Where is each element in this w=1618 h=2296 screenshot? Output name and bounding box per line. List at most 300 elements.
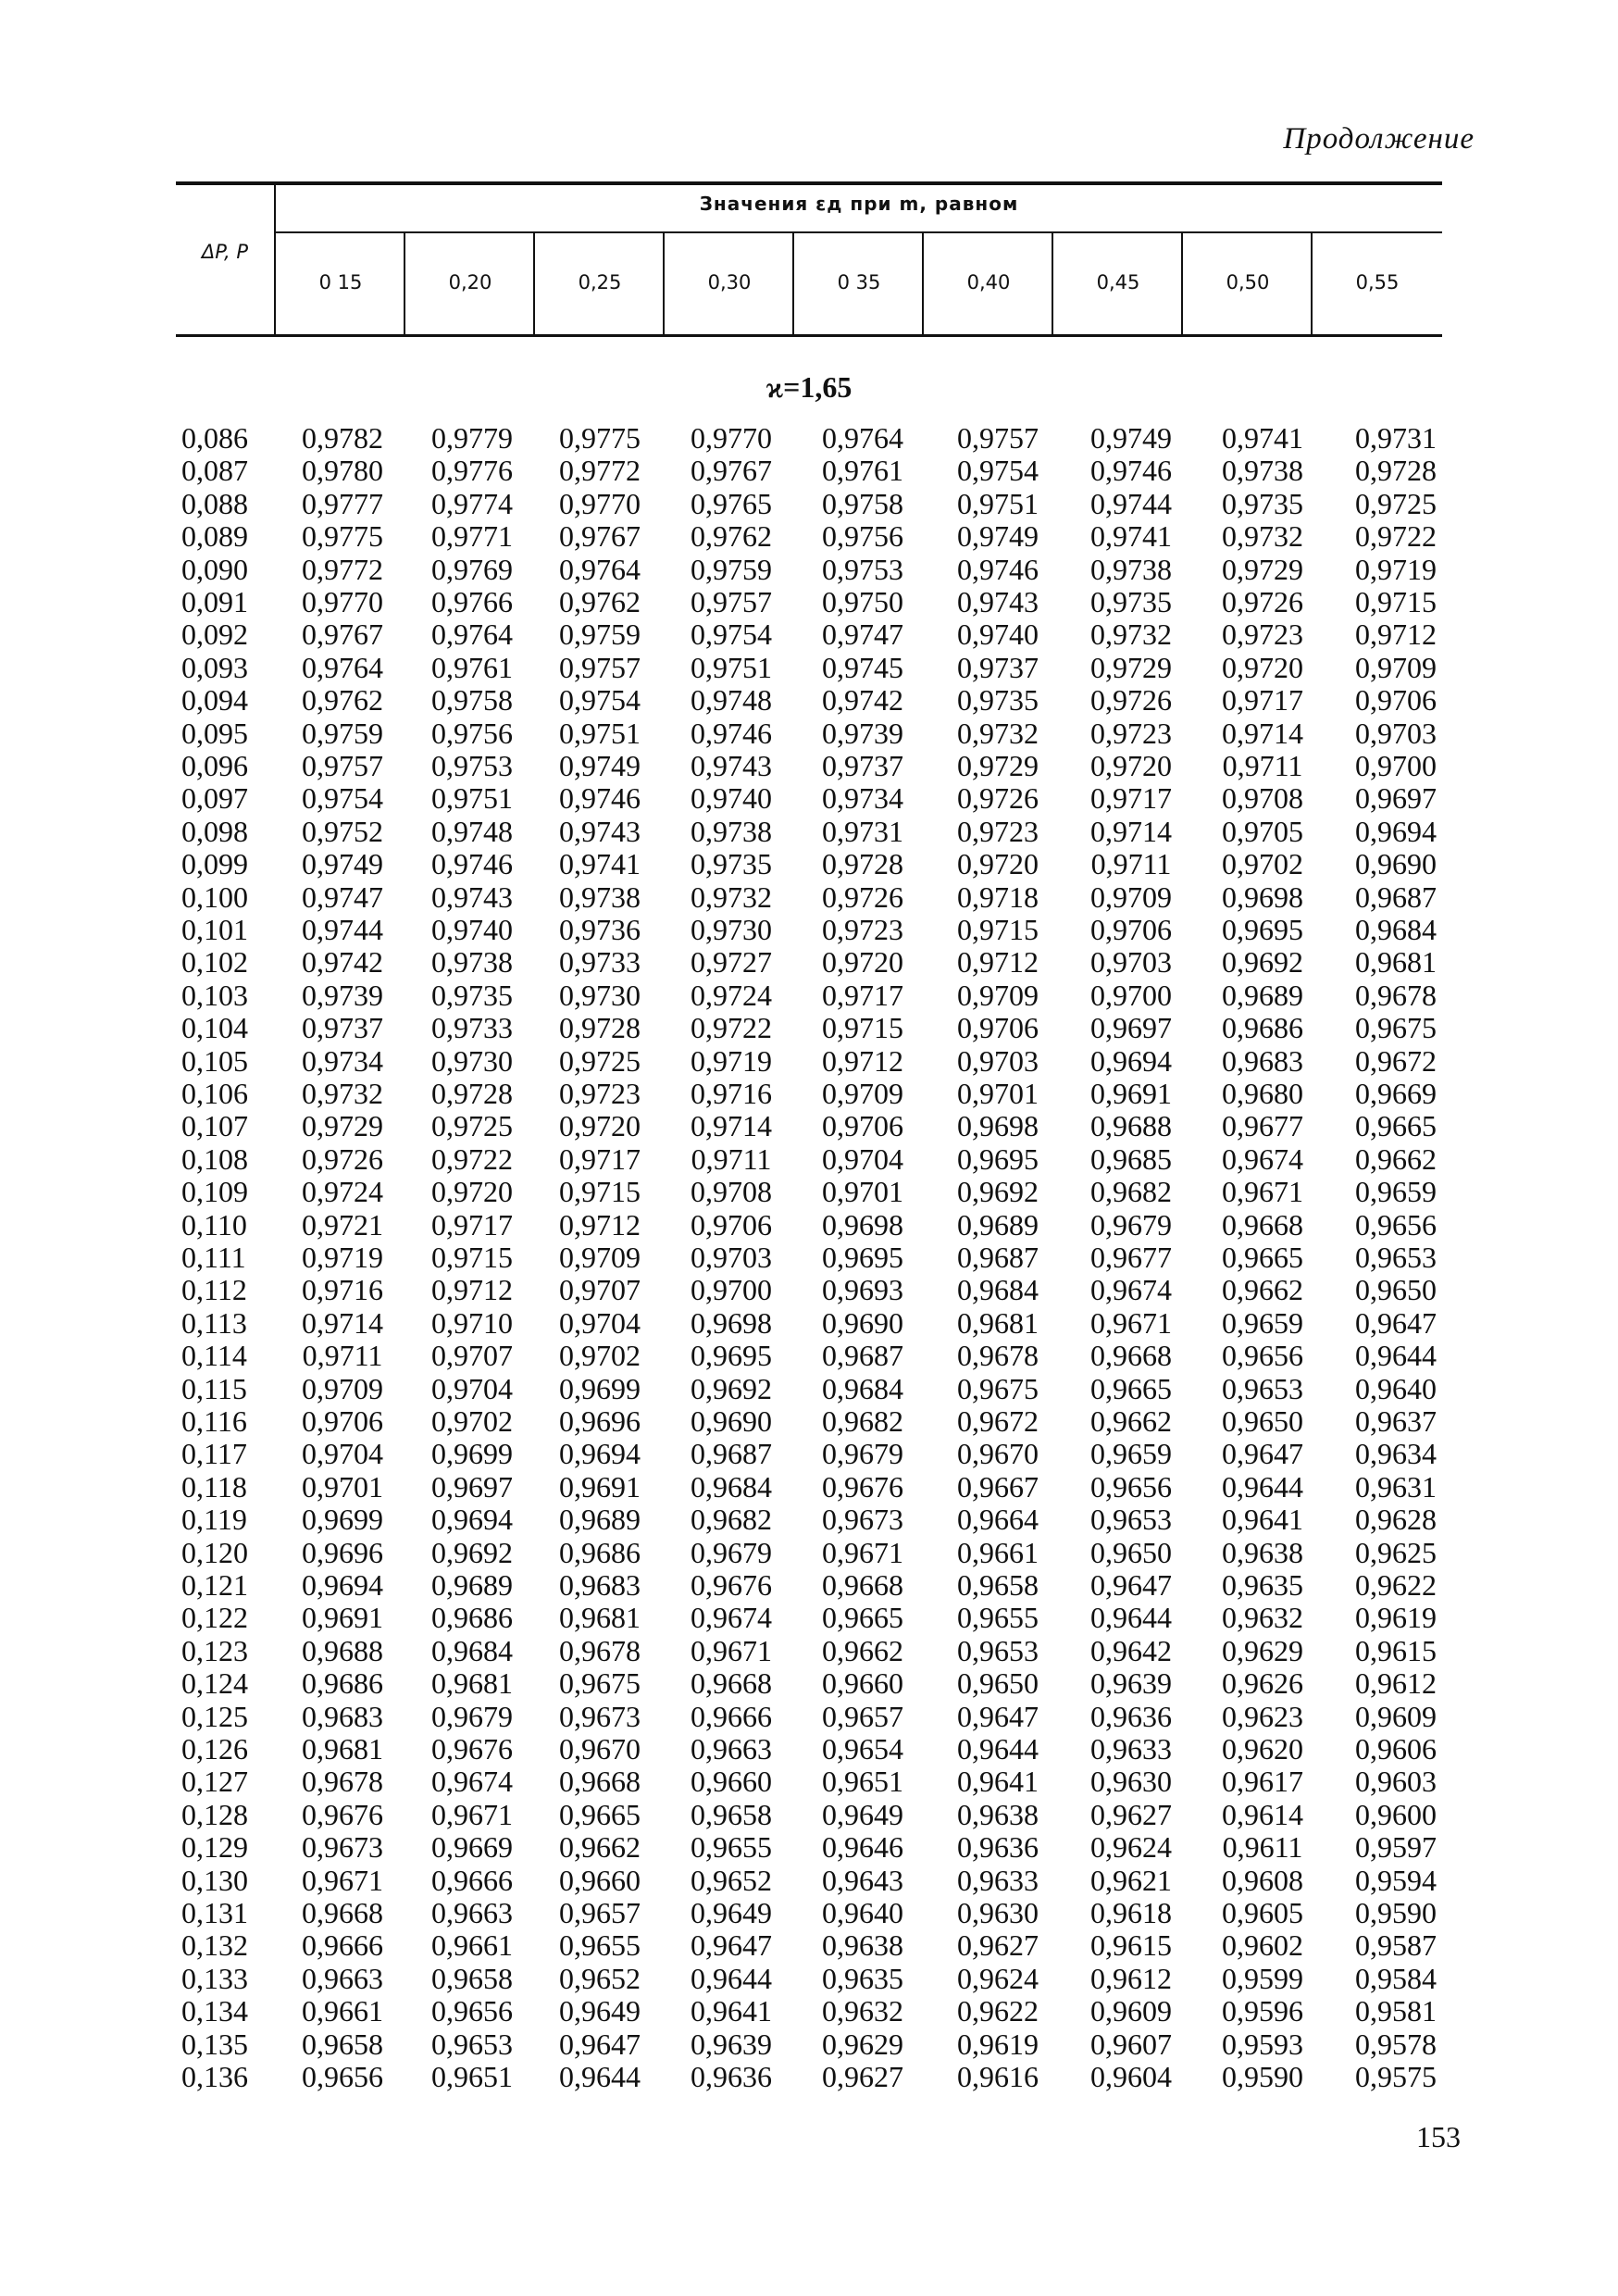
table-cell: 0,9646: [822, 1830, 903, 1865]
table-cell: 0,9608: [1222, 1863, 1303, 1897]
table-cell: 0,9687: [822, 1339, 903, 1373]
table-cell: 0,9650: [1090, 1535, 1172, 1569]
table-cell: 0,9687: [691, 1437, 772, 1471]
table-cell: 0,9699: [559, 1371, 641, 1405]
table-cell: 0,9767: [559, 519, 641, 554]
table-cell: 0,9706: [691, 1207, 772, 1242]
table-cell: 0,9688: [302, 1633, 383, 1667]
row-argument: 0,122: [181, 1601, 248, 1635]
table-cell: 0,9776: [431, 454, 513, 488]
table-cell: 0,9693: [822, 1273, 903, 1307]
table-cell: 0,9728: [1355, 454, 1437, 488]
table-cell: 0,9696: [302, 1535, 383, 1569]
table-cell: 0,9739: [822, 716, 903, 750]
table-cell: 0,9728: [822, 847, 903, 881]
table-cell: 0,9590: [1355, 1896, 1437, 1929]
table-cell: 0,9596: [1222, 1994, 1303, 2028]
table-cell: 0,9686: [302, 1666, 383, 1701]
table-cell: 0,9689: [1222, 978, 1303, 1012]
table-cell: 0,9684: [1355, 913, 1437, 946]
table-cell: 0,9734: [302, 1043, 383, 1078]
table-cell: 0,9663: [431, 1896, 513, 1929]
table-cell: 0,9684: [691, 1469, 772, 1504]
table-cell: 0,9743: [691, 749, 772, 782]
table-cell: 0,9614: [1222, 1797, 1303, 1831]
table-cell: 0,9738: [1222, 454, 1303, 488]
table-cell: 0,9712: [431, 1273, 513, 1307]
table-cell: 0,9600: [1355, 1797, 1437, 1831]
table-cell: 0,9668: [302, 1896, 383, 1929]
table-cell: 0,9761: [431, 650, 513, 684]
table-row: [0, 1929, 1618, 1962]
table-row: [0, 1176, 1618, 1208]
column-header: 0,55: [1355, 271, 1400, 293]
table-cell: 0,9749: [957, 519, 1039, 554]
table-cell: 0,9609: [1090, 1994, 1172, 2028]
table-row: [0, 816, 1618, 848]
table-cell: 0,9730: [431, 1043, 513, 1078]
table-cell: 0,9659: [1222, 1305, 1303, 1340]
row-argument: 0,087: [181, 454, 248, 488]
table-cell: 0,9682: [822, 1404, 903, 1438]
table-cell: 0,9735: [691, 847, 772, 881]
table-cell: 0,9660: [822, 1666, 903, 1701]
table-cell: 0,9720: [822, 945, 903, 980]
table-cell: 0,9758: [431, 683, 513, 718]
table-cell: 0,9685: [1090, 1142, 1172, 1176]
table-cell: 0,9671: [691, 1633, 772, 1667]
table-cell: 0,9575: [1355, 2060, 1437, 2093]
table-cell: 0,9674: [691, 1601, 772, 1635]
table-cell: 0,9690: [691, 1404, 772, 1438]
table-row: [0, 1865, 1618, 1897]
table-cell: 0,9743: [957, 585, 1039, 618]
table-cell: 0,9736: [559, 913, 641, 946]
table-cell: 0,9681: [559, 1601, 641, 1635]
table-cell: 0,9697: [431, 1469, 513, 1504]
table-cell: 0,9706: [302, 1404, 383, 1438]
table-cell: 0,9717: [1090, 781, 1172, 816]
table-cell: 0,9724: [302, 1175, 383, 1209]
table-cell: 0,9722: [431, 1142, 513, 1176]
row-argument: 0,129: [181, 1830, 248, 1865]
row-argument: 0,089: [181, 519, 248, 554]
row-argument: 0,135: [181, 2027, 248, 2061]
table-cell: 0,9650: [957, 1666, 1039, 1701]
table-cell: 0,9691: [302, 1601, 383, 1635]
table-cell: 0,9607: [1090, 2027, 1172, 2061]
row-argument: 0,121: [181, 1568, 248, 1602]
row-argument: 0,103: [181, 978, 248, 1012]
table-cell: 0,9691: [559, 1469, 641, 1504]
table-cell: 0,9653: [957, 1633, 1039, 1667]
table-cell: 0,9739: [302, 978, 383, 1012]
table-cell: 0,9665: [559, 1797, 641, 1831]
row-argument: 0,098: [181, 814, 248, 848]
table-cell: 0,9717: [1222, 683, 1303, 718]
table-row: [0, 1012, 1618, 1044]
row-argument: 0,107: [181, 1109, 248, 1143]
table-cell: 0,9712: [957, 945, 1039, 980]
table-cell: 0,9762: [691, 519, 772, 554]
table-cell: 0,9644: [957, 1732, 1039, 1766]
row-argument: 0,091: [181, 585, 248, 618]
table-cell: 0,9669: [1355, 1077, 1437, 1110]
table-cell: 0,9652: [691, 1863, 772, 1897]
row-argument: 0,101: [181, 913, 248, 946]
table-row: [0, 618, 1618, 651]
table-cell: 0,9749: [559, 749, 641, 782]
row-argument: 0,108: [181, 1142, 248, 1176]
table-cell: 0,9771: [431, 519, 513, 554]
table-cell: 0,9751: [431, 781, 513, 816]
table-cell: 0,9647: [1355, 1305, 1437, 1340]
table-cell: 0,9746: [431, 847, 513, 881]
table-cell: 0,9695: [822, 1241, 903, 1274]
table-cell: 0,9628: [1355, 1503, 1437, 1537]
table-cell: 0,9656: [302, 2060, 383, 2093]
column-header: 0,40: [966, 271, 1011, 293]
table-cell: 0,9675: [559, 1666, 641, 1701]
table-cell: 0,9751: [691, 650, 772, 684]
table-cell: 0,9669: [431, 1830, 513, 1865]
table-cell: 0,9644: [1355, 1339, 1437, 1373]
table-cell: 0,9635: [1222, 1568, 1303, 1602]
column-divider: [1052, 233, 1053, 334]
section-title: ϰ=1,65: [765, 370, 853, 404]
table-cell: 0,9714: [302, 1305, 383, 1340]
table-cell: 0,9695: [691, 1339, 772, 1373]
table-cell: 0,9715: [431, 1241, 513, 1274]
table-row: [0, 718, 1618, 750]
table-cell: 0,9634: [1355, 1437, 1437, 1471]
table-cell: 0,9692: [1222, 945, 1303, 980]
column-divider: [404, 233, 405, 334]
column-header: 0,20: [448, 271, 492, 293]
table-cell: 0,9702: [431, 1404, 513, 1438]
table-cell: 0,9659: [1355, 1175, 1437, 1209]
table-cell: 0,9640: [1355, 1371, 1437, 1405]
table-cell: 0,9647: [559, 2027, 641, 2061]
table-cell: 0,9709: [957, 978, 1039, 1012]
table-cell: 0,9671: [431, 1797, 513, 1831]
row-argument: 0,109: [181, 1175, 248, 1209]
table-row: [0, 914, 1618, 946]
table-cell: 0,9725: [1355, 486, 1437, 520]
table-cell: 0,9767: [691, 454, 772, 488]
table-cell: 0,9636: [957, 1830, 1039, 1865]
table-cell: 0,9715: [559, 1175, 641, 1209]
table-cell: 0,9738: [431, 945, 513, 980]
table-cell: 0,9683: [1222, 1043, 1303, 1078]
table-cell: 0,9676: [691, 1568, 772, 1602]
column-header: 0,50: [1226, 271, 1270, 293]
table-cell: 0,9692: [431, 1535, 513, 1569]
table-cell: 0,9622: [1355, 1568, 1437, 1602]
table-cell: 0,9743: [559, 814, 641, 848]
table-cell: 0,9720: [559, 1109, 641, 1143]
table-cell: 0,9644: [691, 1961, 772, 1995]
table-cell: 0,9623: [1222, 1699, 1303, 1733]
table-cell: 0,9647: [957, 1699, 1039, 1733]
row-argument: 0,088: [181, 486, 248, 520]
table-row: [0, 455, 1618, 487]
row-argument: 0,110: [181, 1207, 247, 1242]
table-cell: 0,9683: [559, 1568, 641, 1602]
row-argument: 0,134: [181, 1994, 248, 2028]
table-row: [0, 652, 1618, 684]
table-cell: 0,9671: [302, 1863, 383, 1897]
table-cell: 0,9709: [1355, 650, 1437, 684]
table-cell: 0,9615: [1090, 1928, 1172, 1963]
table-cell: 0,9703: [691, 1241, 772, 1274]
table-cell: 0,9765: [691, 486, 772, 520]
column-divider: [1311, 233, 1313, 334]
column-header: 0 15: [318, 271, 363, 293]
group-header-rule: [276, 231, 1442, 233]
table-cell: 0,9679: [691, 1535, 772, 1569]
table-cell: 0,9737: [302, 1011, 383, 1045]
table-cell: 0,9722: [691, 1011, 772, 1045]
table-cell: 0,9667: [957, 1469, 1039, 1504]
table-cell: 0,9726: [957, 781, 1039, 816]
table-cell: 0,9775: [559, 421, 641, 455]
table-cell: 0,9681: [957, 1305, 1039, 1340]
table-cell: 0,9655: [691, 1830, 772, 1865]
table-cell: 0,9668: [691, 1666, 772, 1701]
table-cell: 0,9737: [822, 749, 903, 782]
table-cell: 0,9720: [957, 847, 1039, 881]
table-cell: 0,9630: [1090, 1765, 1172, 1799]
table-cell: 0,9720: [431, 1175, 513, 1209]
table-cell: 0,9665: [1355, 1109, 1437, 1143]
table-row: [0, 1635, 1618, 1667]
table-row: [0, 684, 1618, 717]
table-cell: 0,9662: [822, 1633, 903, 1667]
row-argument: 0,099: [181, 847, 248, 881]
table-cell: 0,9772: [302, 552, 383, 586]
table-cell: 0,9747: [302, 880, 383, 914]
row-argument: 0,115: [181, 1371, 247, 1405]
table-cell: 0,9744: [302, 913, 383, 946]
table-row: [0, 1340, 1618, 1372]
table-row: [0, 750, 1618, 782]
table-cell: 0,9723: [1222, 618, 1303, 652]
table-cell: 0,9731: [822, 814, 903, 848]
table-cell: 0,9677: [1090, 1241, 1172, 1274]
table-cell: 0,9717: [431, 1207, 513, 1242]
table-cell: 0,9686: [431, 1601, 513, 1635]
table-cell: 0,9706: [822, 1109, 903, 1143]
table-cell: 0,9728: [431, 1077, 513, 1110]
row-argument: 0,086: [181, 421, 248, 455]
table-cell: 0,9757: [957, 421, 1039, 455]
table-cell: 0,9757: [691, 585, 772, 618]
table-cell: 0,9699: [302, 1503, 383, 1537]
table-cell: 0,9663: [302, 1961, 383, 1995]
table-cell: 0,9726: [822, 880, 903, 914]
table-cell: 0,9715: [1355, 585, 1437, 618]
table-cell: 0,9662: [559, 1830, 641, 1865]
table-cell: 0,9654: [822, 1732, 903, 1766]
table-cell: 0,9741: [1222, 421, 1303, 455]
table-cell: 0,9668: [559, 1765, 641, 1799]
row-argument: 0,132: [181, 1928, 248, 1963]
table-cell: 0,9702: [559, 1339, 641, 1373]
table-cell: 0,9659: [1090, 1437, 1172, 1471]
row-argument: 0,126: [181, 1732, 248, 1766]
table-cell: 0,9684: [957, 1273, 1039, 1307]
table-cell: 0,9681: [431, 1666, 513, 1701]
table-cell: 0,9772: [559, 454, 641, 488]
table-cell: 0,9633: [1090, 1732, 1172, 1766]
table-cell: 0,9758: [822, 486, 903, 520]
table-cell: 0,9694: [1090, 1043, 1172, 1078]
table-cell: 0,9619: [1355, 1601, 1437, 1635]
table-cell: 0,9683: [302, 1699, 383, 1733]
table-cell: 0,9722: [1355, 519, 1437, 554]
table-cell: 0,9622: [957, 1994, 1039, 2028]
table-cell: 0,9679: [1090, 1207, 1172, 1242]
table-row: [0, 782, 1618, 815]
table-cell: 0,9615: [1355, 1633, 1437, 1667]
table-cell: 0,9711: [1222, 749, 1303, 782]
table-row: [0, 1242, 1618, 1274]
table-row: [0, 1537, 1618, 1569]
table-cell: 0,9746: [1090, 454, 1172, 488]
table-cell: 0,9746: [957, 552, 1039, 586]
table-cell: 0,9632: [822, 1994, 903, 2028]
table-cell: 0,9651: [822, 1765, 903, 1799]
table-cell: 0,9694: [1355, 814, 1437, 848]
table-row: [0, 1438, 1618, 1470]
table-cell: 0,9703: [1355, 716, 1437, 750]
table-cell: 0,9694: [431, 1503, 513, 1537]
table-cell: 0,9730: [691, 913, 772, 946]
table-cell: 0,9717: [559, 1142, 641, 1176]
table-cell: 0,9757: [559, 650, 641, 684]
table-cell: 0,9661: [957, 1535, 1039, 1569]
table-cell: 0,9682: [691, 1503, 772, 1537]
row-argument: 0,112: [181, 1273, 247, 1307]
table-cell: 0,9702: [1222, 847, 1303, 881]
table-cell: 0,9661: [431, 1928, 513, 1963]
table-cell: 0,9748: [431, 814, 513, 848]
table-cell: 0,9656: [431, 1994, 513, 2028]
table-cell: 0,9716: [691, 1077, 772, 1110]
table-cell: 0,9709: [822, 1077, 903, 1110]
table-cell: 0,9749: [1090, 421, 1172, 455]
table-cell: 0,9700: [691, 1273, 772, 1307]
page-number: 153: [1416, 2120, 1461, 2153]
table-cell: 0,9737: [957, 650, 1039, 684]
table-cell: 0,9632: [1222, 1601, 1303, 1635]
table-cell: 0,9762: [559, 585, 641, 618]
table-row: [0, 554, 1618, 586]
table-cell: 0,9612: [1090, 1961, 1172, 1995]
table-cell: 0,9714: [1090, 814, 1172, 848]
table-cell: 0,9709: [559, 1241, 641, 1274]
table-cell: 0,9668: [1222, 1207, 1303, 1242]
table-cell: 0,9590: [1222, 2060, 1303, 2093]
row-argument: 0,113: [181, 1305, 247, 1340]
table-cell: 0,9780: [302, 454, 383, 488]
table-cell: 0,9723: [822, 913, 903, 946]
table-cell: 0,9706: [1090, 913, 1172, 946]
table-cell: 0,9735: [957, 683, 1039, 718]
table-cell: 0,9711: [1090, 847, 1172, 881]
table-cell: 0,9678: [957, 1339, 1039, 1373]
table-cell: 0,9681: [1355, 945, 1437, 980]
table-row: [0, 946, 1618, 979]
row-argument: 0,105: [181, 1043, 248, 1078]
table-cell: 0,9658: [691, 1797, 772, 1831]
table-cell: 0,9766: [431, 585, 513, 618]
table-cell: 0,9717: [822, 978, 903, 1012]
table-cell: 0,9725: [559, 1043, 641, 1078]
table-cell: 0,9729: [1090, 650, 1172, 684]
table-cell: 0,9757: [302, 749, 383, 782]
table-cell: 0,9747: [822, 618, 903, 652]
table-cell: 0,9627: [957, 1928, 1039, 1963]
table-cell: 0,9647: [1222, 1437, 1303, 1471]
row-argument: 0,095: [181, 716, 248, 750]
table-cell: 0,9637: [1355, 1404, 1437, 1438]
table-cell: 0,9670: [559, 1732, 641, 1766]
table-cell: 0,9688: [1090, 1109, 1172, 1143]
table-cell: 0,9647: [691, 1928, 772, 1963]
table-cell: 0,9733: [559, 945, 641, 980]
table-cell: 0,9698: [1222, 880, 1303, 914]
table-cell: 0,9720: [1222, 650, 1303, 684]
table-cell: 0,9606: [1355, 1732, 1437, 1766]
table-cell: 0,9681: [302, 1732, 383, 1766]
table-cell: 0,9676: [302, 1797, 383, 1831]
table-cell: 0,9689: [431, 1568, 513, 1602]
table-row: [0, 586, 1618, 618]
table-cell: 0,9594: [1355, 1863, 1437, 1897]
table-cell: 0,9767: [302, 618, 383, 652]
table-cell: 0,9692: [957, 1175, 1039, 1209]
table-cell: 0,9754: [691, 618, 772, 652]
table-cell: 0,9647: [1090, 1568, 1172, 1602]
table-cell: 0,9729: [302, 1109, 383, 1143]
row-argument: 0,102: [181, 945, 248, 980]
table-cell: 0,9749: [302, 847, 383, 881]
table-cell: 0,9604: [1090, 2060, 1172, 2093]
table-row: [0, 1766, 1618, 1798]
column-divider: [922, 233, 924, 334]
table-cell: 0,9735: [1090, 585, 1172, 618]
column-divider: [663, 233, 665, 334]
table-row: [0, 422, 1618, 455]
table-cell: 0,9626: [1222, 1666, 1303, 1701]
table-cell: 0,9731: [1355, 421, 1437, 455]
table-cell: 0,9742: [302, 945, 383, 980]
table-cell: 0,9678: [1355, 978, 1437, 1012]
table-cell: 0,9700: [1355, 749, 1437, 782]
table-row: [0, 881, 1618, 914]
table-cell: 0,9735: [431, 978, 513, 1012]
table-cell: 0,9663: [691, 1732, 772, 1766]
table-cell: 0,9662: [1222, 1273, 1303, 1307]
table-cell: 0,9641: [957, 1765, 1039, 1799]
table-cell: 0,9581: [1355, 1994, 1437, 2028]
table-cell: 0,9680: [1222, 1077, 1303, 1110]
table-cell: 0,9698: [957, 1109, 1039, 1143]
table-cell: 0,9770: [559, 486, 641, 520]
table-row: [0, 1373, 1618, 1405]
